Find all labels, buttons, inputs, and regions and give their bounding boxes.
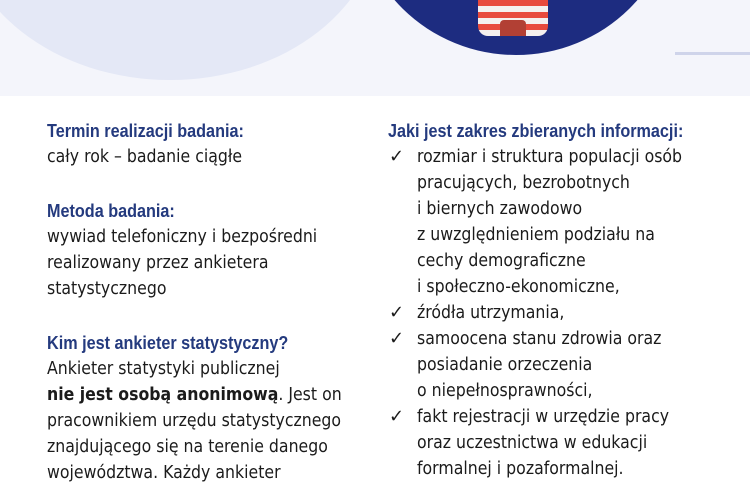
list-item-line: oraz uczestnictwa w edukacji [417,433,648,453]
decorative-circle-light [0,0,380,80]
header-banner [0,0,750,96]
list-item-line: formalnej i pozaformalnej. [417,459,624,479]
list-item [388,144,743,300]
text-metoda-1: wywiad telefoniczny i bezpośredni [47,227,318,247]
checkmark-icon: ✓ [389,146,405,167]
text-termin: cały rok – badanie ciągłe [47,147,243,167]
heading-zakres: Jaki jest zakres zbieranych informacji: [388,121,684,141]
list-item-line: posiadanie orzeczenia [417,355,593,375]
text-ankieter-1: Ankieter statystyki publicznej [47,359,280,379]
list-item-line: rozmiar i struktura populacji osób [417,147,683,167]
list-item-line: cechy demograficzne [417,251,586,271]
list-item-line: pracujących, bezrobotnych [417,173,630,193]
left-column [47,118,367,486]
person-photo [478,0,548,36]
list-item [388,326,743,404]
decorative-line [675,52,750,55]
heading-metoda: Metoda badania: [47,201,175,221]
list-item-line: i społeczno-ekonomiczne, [417,277,620,297]
text-ankieter-5: województwa. Każdy ankieter [47,463,281,483]
heading-termin: Termin realizacji badania: [47,121,244,141]
list-item-line: samoocena stanu zdrowia oraz [417,329,662,349]
checkmark-icon: ✓ [389,406,405,427]
info-scope-list [388,144,743,482]
heading-ankieter: Kim jest ankieter statystyczny? [47,333,289,353]
text-metoda-2: realizowany przez ankietera [47,253,269,273]
text-metoda-3: statystycznego [47,279,167,299]
text-ankieter-3: pracownikiem urzędu statystycznego [47,411,342,431]
list-item-line: źródła utrzymania, [417,303,565,323]
text-ankieter-2-rest: . Jest on [278,385,342,405]
text-ankieter-bold: nie jest osobą anonimową [47,385,279,405]
right-column [388,118,743,482]
checkmark-icon: ✓ [389,302,405,323]
list-item-line: i biernych zawodowo [417,199,583,219]
text-ankieter-4: znajdującego się na terenie danego [47,437,328,457]
list-item [388,300,743,326]
text-ankieter-2 [47,382,342,408]
list-item-line: z uwzględnieniem podziału na [417,225,655,245]
checkmark-icon: ✓ [389,328,405,349]
list-item [388,404,743,482]
list-item-line: o niepełnosprawności, [417,381,593,401]
list-item-line: fakt rejestracji w urzędzie pracy [417,407,670,427]
